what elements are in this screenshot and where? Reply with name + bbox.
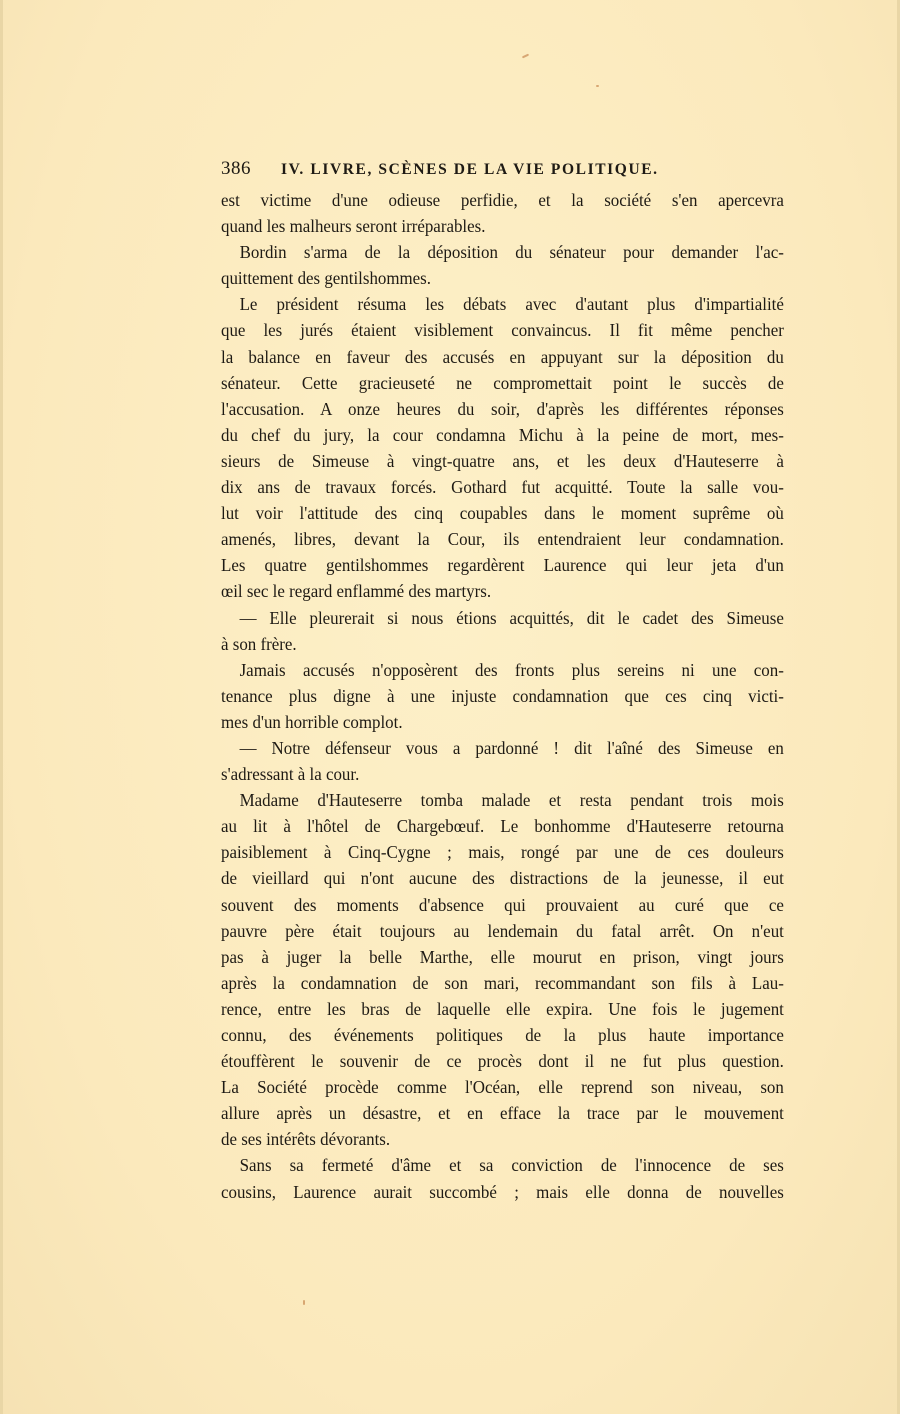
text-line: amenés, libres, devant la Cour, ils entendraient leur condamnation. bbox=[221, 529, 784, 550]
text-line: dix ans de travaux forcés. Gothard fut acquitté. Toute la salle vou- bbox=[221, 477, 784, 498]
text-line: — Elle pleurerait si nous étions acquittés, dit le cadet des Simeuse bbox=[239, 607, 784, 628]
text-line: mes d'un horrible complot. bbox=[221, 711, 403, 732]
text-line: au lit à l'hôtel de Chargebœuf. Le bonhomme d'Hauteserre retourna bbox=[221, 816, 784, 837]
text-line: à son frère. bbox=[221, 633, 297, 654]
text-line: œil sec le regard enflammé des martyrs. bbox=[221, 581, 492, 602]
text-line: de ses intérêts dévorants. bbox=[221, 1129, 391, 1150]
paragraph bbox=[221, 787, 784, 1152]
text-line: paisiblement à Cinq-Cygne ; mais, rongé par une de ces douleurs bbox=[221, 842, 784, 863]
text-line: du chef du jury, la cour condamna Michu à la peine de mort, mes- bbox=[221, 424, 784, 445]
text-line: Sans sa fermeté d'âme et sa conviction de l'innocence de ses bbox=[239, 1155, 784, 1176]
paragraph bbox=[221, 657, 784, 735]
paragraph bbox=[221, 605, 784, 657]
text-line: est victime d'une odieuse perfidie, et la société s'en apercevra bbox=[221, 190, 784, 210]
running-head bbox=[221, 158, 784, 184]
text-line: que les jurés étaient visiblement convaincus. Il fit même pencher bbox=[221, 320, 784, 341]
text-line: sénateur. Cette gracieuseté ne compromettait point le succès de bbox=[221, 372, 784, 393]
text-line: lut voir l'attitude des cinq coupables dans le moment suprême où bbox=[221, 503, 784, 524]
text-line: s'adressant à la cour. bbox=[221, 764, 360, 785]
text-line: pauvre père était toujours au lendemain du fatal arrêt. On n'eut bbox=[221, 920, 784, 941]
text-line: étouffèrent le souvenir de ce procès dont il ne fut plus question. bbox=[221, 1051, 784, 1072]
paper-speck bbox=[303, 1300, 305, 1305]
text-line: — Notre défenseur vous a pardonné ! dit l'aîné des Simeuse en bbox=[239, 737, 784, 758]
text-line: l'accusation. A onze heures du soir, d'après les différentes réponses bbox=[221, 398, 784, 419]
text-line: Jamais accusés n'opposèrent des fronts plus sereins ni une con- bbox=[239, 659, 784, 680]
body-text bbox=[221, 187, 784, 1205]
running-title: IV. LIVRE, SCÈNES DE LA VIE POLITIQUE. bbox=[281, 161, 659, 178]
text-line: quittement des gentilshommes. bbox=[221, 268, 432, 289]
page-number: 386 bbox=[221, 158, 251, 179]
text-line: Le président résuma les débats avec d'autant plus d'impartialité bbox=[239, 294, 784, 315]
text-line: souvent des moments d'absence qui prouvaient au curé que ce bbox=[221, 894, 784, 915]
paper-speck bbox=[596, 85, 599, 87]
text-line: pas à juger la belle Marthe, elle mourut en prison, vingt jours bbox=[221, 946, 784, 967]
text-line: quand les malheurs seront irréparables. bbox=[221, 216, 486, 237]
text-line: tenance plus digne à une injuste condamnation que ces cinq victi- bbox=[221, 685, 784, 706]
text-line: La Société procède comme l'Océan, elle reprend son niveau, son bbox=[221, 1077, 784, 1098]
text-line: Madame d'Hauteserre tomba malade et resta pendant trois mois bbox=[239, 790, 784, 811]
text-line: allure après un désastre, et en efface la trace par le mouvement bbox=[221, 1103, 784, 1124]
text-line: Les quatre gentilshommes regardèrent Laurence qui leur jeta d'un bbox=[221, 555, 784, 576]
paragraph bbox=[221, 239, 784, 291]
text-line: après la condamnation de son mari, recommandant son fils à Lau- bbox=[221, 972, 784, 993]
book-page bbox=[221, 158, 784, 1205]
page-edge-left bbox=[0, 0, 3, 1414]
text-line: sieurs de Simeuse à vingt-quatre ans, et les deux d'Hauteserre à bbox=[221, 450, 784, 471]
text-line: cousins, Laurence aurait succombé ; mais elle donna de nouvelles bbox=[221, 1181, 784, 1202]
paper-speck bbox=[522, 54, 529, 59]
paragraph bbox=[221, 187, 784, 239]
text-line: rence, entre les bras de laquelle elle expira. Une fois le jugement bbox=[221, 998, 784, 1019]
paragraph bbox=[221, 291, 784, 604]
text-line: connu, des événements politiques de la plus haute importance bbox=[221, 1025, 784, 1045]
text-line: Bordin s'arma de la déposition du sénateur pour demander l'ac- bbox=[239, 242, 784, 263]
text-line: de vieillard qui n'ont aucune des distractions de la jeunesse, il eut bbox=[221, 868, 784, 889]
text-line: la balance en faveur des accusés en appuyant sur la déposition du bbox=[221, 346, 784, 367]
paragraph bbox=[221, 735, 784, 787]
paragraph bbox=[221, 1152, 784, 1204]
